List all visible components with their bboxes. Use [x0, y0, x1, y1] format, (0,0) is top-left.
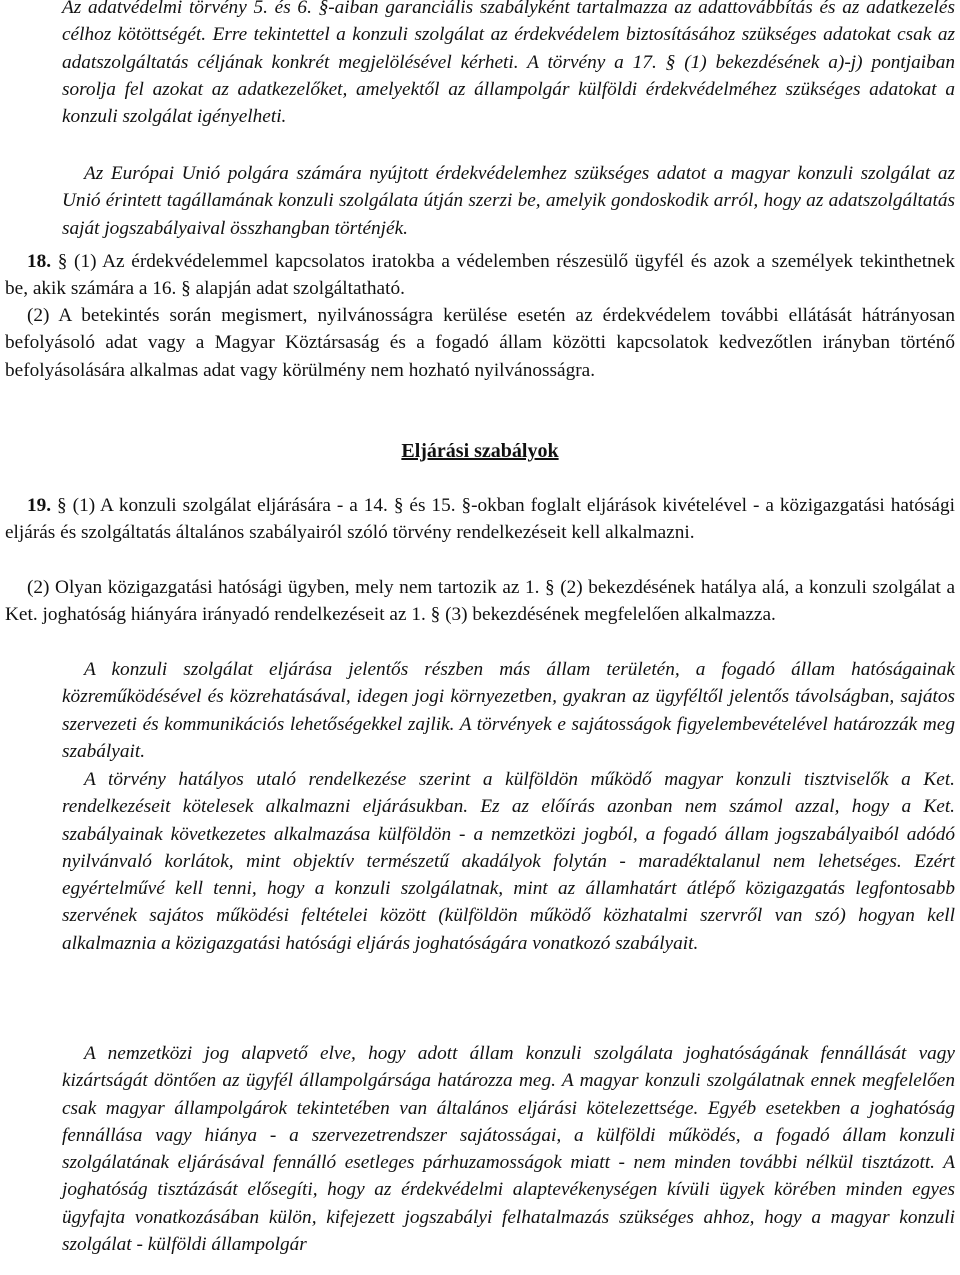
- section-18-paragraph-2: (2) A betekintés során megismert, nyilvánosságra kerülése esetén az érdekvédelem további ellátását hátrányosan befolyásoló adat vagy a Magyar Köztársaság és a fogadó állam közötti kapcsolatok kedvezőtlen irányban történő befolyásolására alkalmas adat vagy körülmény nem hozható nyilvánosságra.: [5, 305, 955, 381]
- section-19-paragraph-2: (2) Olyan közigazgatási hatósági ügyben, mely nem tartozik az 1. § (2) bekezdésének hatálya alá, a konzuli szolgálat a Ket. joghatóság hiányára irányadó rendelkezéseit az 1. § (3) bekezdésének megfelelően alkalmazza.: [5, 577, 955, 626]
- commentary-paragraph-data-protection: Az adatvédelmi törvény 5. és 6. §-aiban garanciális szabályként tartalmazza az adattovábbítás és az adatkezelés célhoz kötöttségét. Erre tekintettel a konzuli szolgálat az érdekvédelem biztosításához szükséges adatokat csak az adatszolgáltatás céljának konkrét megjelölésével kérheti. A törvény a 17. § (1) bekezdésének a)-j) pontjaiban sorolja fel azokat az adatkezelőket, amelyektől az állampolgár külföldi érdekvédelméhez szükséges adatokat a konzuli szolgálat igényelheti.: [62, 0, 955, 128]
- section-18-paragraph-1: [0, 248, 960, 303]
- section-number: 18.: [27, 251, 52, 272]
- commentary-paragraph-eu-citizen: Az Európai Unió polgára számára nyújtott érdekvédelemhez szükséges adatot a magyar konzuli szolgálat az Unió érintett tagállamának konzuli szolgálata útján szerzi be, amelyik gondoskodik arról, hogy az adatszolgáltatás saját jogszabályaival összhangban történjék.: [62, 163, 955, 239]
- commentary-paragraph-jurisdiction: A nemzetközi jog alapvető elve, hogy adott állam konzuli szolgálata joghatóságának fennállását vagy kizártságát döntően az ügyfél állampolgársága határozza meg. A magyar konzuli szolgálatnak ennek megfelelően csak magyar állampolgárok tekintetében van általános eljárási kötelezettsége. Egyéb esetekben a joghatóság fennállása vagy hiánya - a szervezetrendszer sajátosságai, a külföldi működés, a fogadó állam konzuli szolgálatának eljárásával fennálló esetleges párhuzamosságok miatt - nem minden további nélkül tisztázott. A joghatóság tisztázását elősegíti, hogy az érdekvédelmi alaptevékenységen kívüli ügyek körében minden egyes ügyfajta vonatkozásában külön, kifejezett jogszabályi felhatalmazás szükséges ahhoz, hogy a magyar konzuli szolgálat - külföldi állampolgár: [62, 1043, 955, 1256]
- section-text: § (1) A konzuli szolgálat eljárására - a 14. § és 15. §-okban foglalt eljárások kivételével - a közigazgatási hatósági eljárás és szolgáltatás általános szabályairól szóló törvény rendelkezéseit kell alkalmazni.: [5, 495, 955, 544]
- commentary-paragraph-procedure: A konzuli szolgálat eljárása jelentős részben más állam területén, a fogadó állam hatóságainak közreműködésével és közrehatásával, idegen jogi környezetben, gyakran az ügyféltől jelentős távolságban, sajátos szervezeti és kommunikációs lehetőségekkel zajlik. A törvények e sajátosságok figyelembevételével határozzák meg szabályait.: [62, 659, 955, 762]
- section-19-paragraph-1: [0, 492, 960, 547]
- section-heading: Eljárási szabályok: [401, 440, 559, 462]
- commentary-paragraph-ket-rules: A törvény hatályos utaló rendelkezése szerint a külföldön működő magyar konzuli tisztviselők a Ket. rendelkezéseit kötelesek alkalmazni eljárásukban. Ez az előírás azonban nem számol azzal, hogy a Ket. szabályainak következetes alkalmazása külföldön - a nemzetközi jogból, a fogadó állam jogszabályaiból adódó nyilvánvaló korlátok, mint objektív természetű akadályok folytán - maradéktalanul nem lehetséges. Ezért egyértelművé kell tenni, hogy a konzuli szolgálatnak, mint az államhatárt átlépő közigazgatás legfontosabb szervének sajátos működési feltételei között (külföldön működő közhatalmi szervről van szó) hogyan kell alkalmaznia a közigazgatási hatósági eljárás joghatóságára vonatkozó szabályait.: [62, 769, 955, 954]
- section-number: 19.: [27, 495, 52, 516]
- section-text: § (1) Az érdekvédelemmel kapcsolatos iratokba a védelemben részesülő ügyfél és azok a személyek tekinthetnek be, akik számára a 16. § alapján adat szolgáltatható.: [5, 251, 955, 300]
